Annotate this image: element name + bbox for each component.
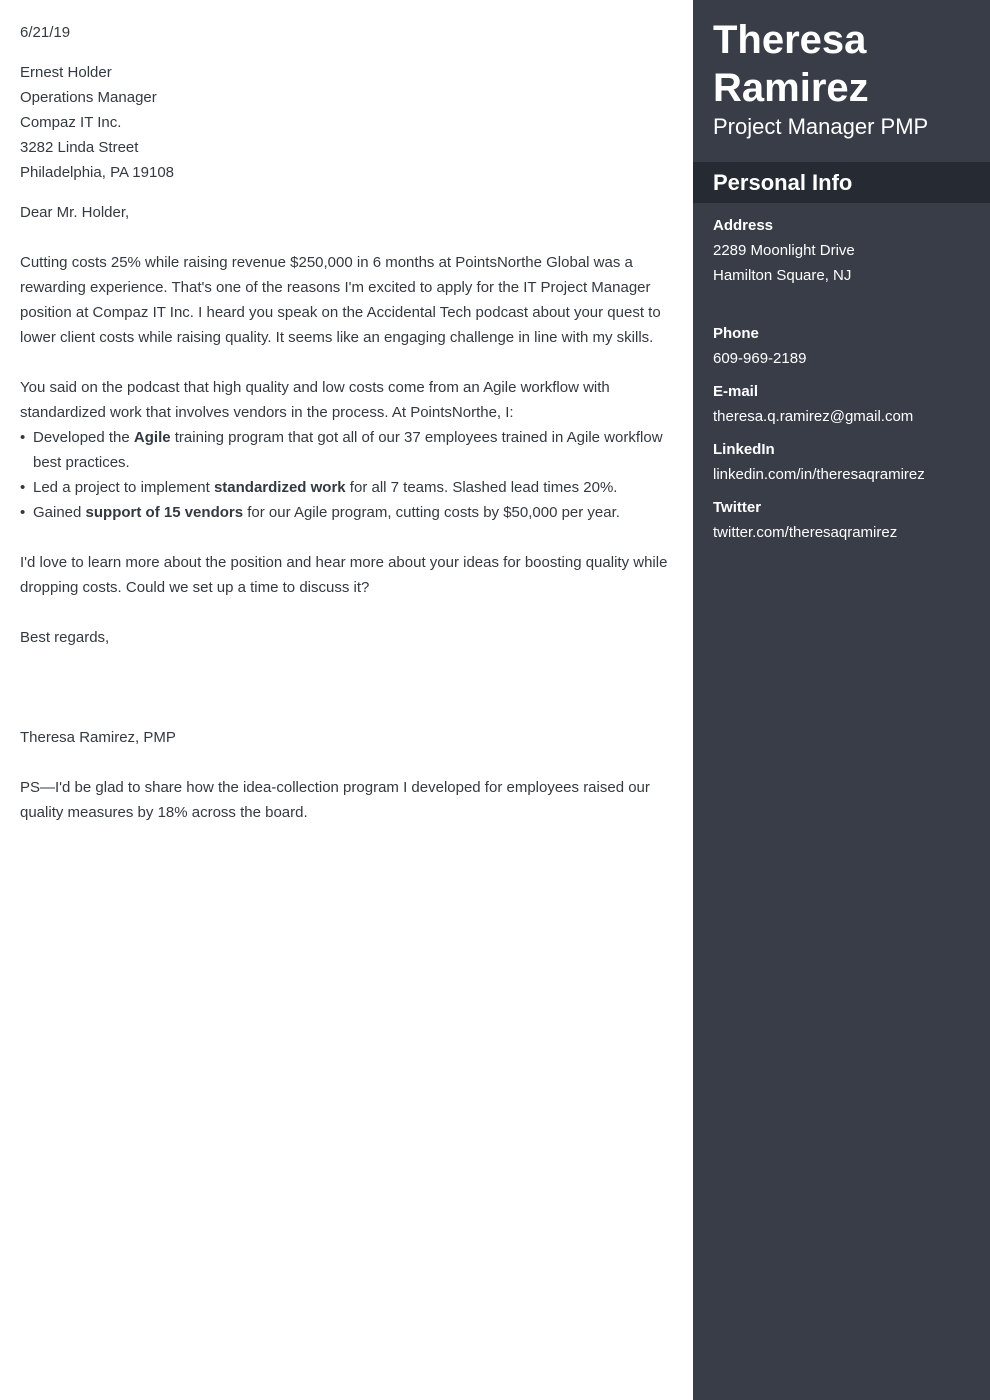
address-label: Address — [713, 217, 774, 234]
linkedin-label: LinkedIn — [713, 441, 775, 458]
linkedin-value: linkedin.com/in/theresaqramirez — [713, 466, 925, 483]
address-block — [713, 213, 970, 288]
personal-info — [693, 203, 990, 545]
closing: Best regards, — [20, 629, 110, 646]
bullet-text: training program that got all of our 37 employees trained in Agile workflow best practices. — [33, 429, 663, 471]
email-value: theresa.q.ramirez@gmail.com — [713, 408, 914, 425]
list-item — [20, 475, 673, 500]
name-header — [693, 0, 990, 162]
twitter-value: twitter.com/theresaqramirez — [713, 524, 898, 541]
bullet-icon: • — [20, 429, 26, 446]
recipient-name: Ernest Holder — [20, 64, 112, 81]
bullet-text: for all 7 teams. Slashed lead times 20%. — [345, 479, 618, 496]
bullet-highlight: standardized work — [213, 479, 346, 496]
achievement-list — [20, 425, 673, 525]
bullet-icon: • — [20, 504, 26, 521]
first-name: Theresa — [713, 18, 867, 62]
phone-block — [713, 321, 970, 371]
bullet-highlight: support of 15 vendors — [85, 504, 244, 521]
section-title: Personal Info — [693, 162, 990, 203]
email-block — [713, 379, 970, 429]
recipient-street: 3282 Linda Street — [20, 139, 139, 156]
linkedin-block — [713, 437, 970, 487]
bullet-text: Gained — [33, 504, 86, 521]
letter-date: 6/21/19 — [20, 24, 71, 41]
bullet-text: for our Agile program, cutting costs by $50,000 per year. — [243, 504, 620, 521]
salutation: Dear Mr. Holder, — [20, 204, 130, 221]
recipient-title: Operations Manager — [20, 89, 157, 106]
recipient-city: Philadelphia, PA 19108 — [20, 164, 175, 181]
address-line: Hamilton Square, NJ — [713, 267, 852, 284]
bullet-highlight: Agile — [133, 429, 171, 446]
address-line: 2289 Moonlight Drive — [713, 242, 855, 259]
signature: Theresa Ramirez, PMP — [20, 729, 176, 746]
bullet-text: Developed the — [33, 429, 134, 446]
last-name: Ramirez — [713, 66, 869, 110]
twitter-block — [713, 495, 970, 545]
job-title: Project Manager PMP — [713, 114, 929, 139]
bullet-icon: • — [20, 479, 26, 496]
postscript: PS—I'd be glad to share how the idea-collection program I developed for employees raised our quality measures by 18% across the board. — [20, 779, 650, 821]
twitter-label: Twitter — [713, 499, 762, 516]
recipient-company: Compaz IT Inc. — [20, 114, 122, 131]
phone-label: Phone — [713, 325, 759, 342]
call-to-action-paragraph: I'd love to learn more about the position and hear more about your ideas for boosting quality while dropping costs. Could we set up a time to discuss it? — [20, 554, 668, 596]
list-item — [20, 500, 673, 525]
recipient-block — [20, 60, 673, 185]
opening-paragraph: Cutting costs 25% while raising revenue $250,000 in 6 months at PointsNorthe Global was a rewarding experience. That's one of the reasons I'm excited to apply for the IT Project Manager position at Compaz IT Inc. I heard you speak on the Accidental Tech podcast about your quest to lower client costs while raising quality. It seems like an engaging challenge in line with my skills. — [20, 254, 661, 346]
email-label: E-mail — [713, 383, 759, 400]
body-paragraph: You said on the podcast that high quality and low costs come from an Agile workflow with standardized work that involves vendors in the process. At PointsNorthe, I: — [20, 379, 610, 421]
sidebar — [693, 0, 990, 1400]
bullet-text: Led a project to implement — [33, 479, 214, 496]
phone-value: 609-969-2189 — [713, 350, 807, 367]
list-item — [20, 425, 673, 475]
